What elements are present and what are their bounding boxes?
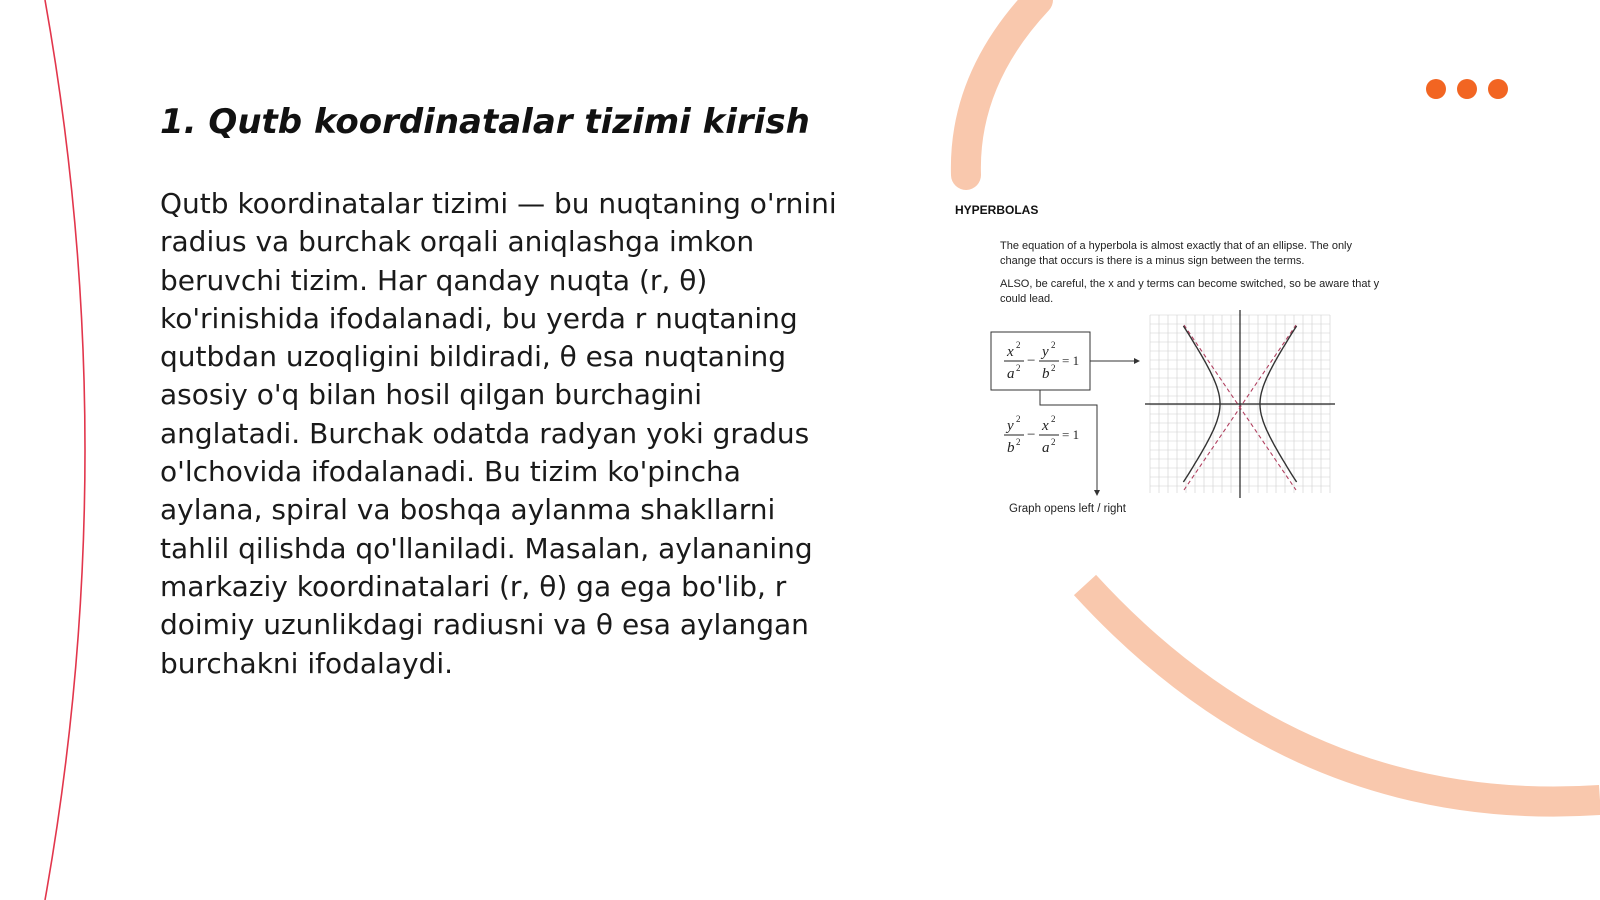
dot-3	[1488, 79, 1508, 99]
eq2-term2-numerator: x	[1042, 418, 1049, 434]
eq1-minus: −	[1027, 353, 1036, 369]
eq2-term1-num-exp: 2	[1016, 414, 1021, 424]
eq2-minus: −	[1027, 427, 1036, 443]
eq2-term1-denominator: b	[1007, 440, 1015, 456]
figure-note-1: The equation of a hyperbola is almost exactly that of an ellipse. The only change that occurs is there is a minus sign between the terms.	[1000, 240, 1353, 267]
left-red-curve	[45, 0, 85, 900]
eq2-term2-den-exp: 2	[1051, 437, 1056, 447]
eq2-term1-den-exp: 2	[1016, 437, 1021, 447]
peach-arc-bottom	[1085, 585, 1600, 802]
eq1-term1-num-exp: 2	[1016, 340, 1021, 350]
eq2-term2-num-exp: 2	[1051, 414, 1056, 424]
figure-note-2: ALSO, be careful, the x and y terms can become switched, so be aware that y could lead.	[1000, 278, 1380, 305]
hyperbola-figure	[940, 195, 1380, 525]
figure-graphic	[940, 195, 1380, 525]
eq1-term2-numerator: y	[1042, 344, 1049, 360]
eq1-term2-den-exp: 2	[1051, 363, 1056, 373]
equation-1	[1004, 340, 1079, 382]
peach-arc-top	[966, 0, 1038, 175]
eq1-term2-denominator: b	[1042, 366, 1050, 382]
dot-2	[1457, 79, 1477, 99]
hyperbola-graph	[1145, 310, 1335, 498]
eq1-term2-num-exp: 2	[1051, 340, 1056, 350]
eq2-term2-denominator: a	[1042, 440, 1050, 456]
eq1-term1-den-exp: 2	[1016, 363, 1021, 373]
decorative-dots	[1426, 79, 1508, 99]
equation-2	[1004, 414, 1079, 456]
figure-heading: HYPERBOLAS	[955, 203, 1039, 217]
eq1-term1-numerator: x	[1007, 344, 1014, 360]
figure-caption: Graph opens left / right	[1009, 503, 1126, 515]
eq1-term1-denominator: a	[1007, 366, 1015, 382]
dot-1	[1426, 79, 1446, 99]
eq1-rhs: = 1	[1062, 353, 1080, 368]
slide-body-text: Qutb koordinatalar tizimi — bu nuqtaning o'rnini radius va burchak orqali aniqlashga imkon beruvchi tizim. Har qanday nuqta (r, θ) ko'rinishida ifodalanadi, bu yerda r nuqtaning qutbdan uzoqligini bildiradi, θ esa nuqtaning asosiy o'q bilan hosil qilgan burchagini anglatadi. Burchak odatda radyan yoki gradus o'lchovida ifodalanadi. Bu tizim ko'pincha aylana, spiral va boshqa aylanma shakllarni tahlil qilishda qo'llaniladi. Masalan, aylananing markaziy koordinatalari (r, θ) ga ega bo'lib, r doimiy uzunlikdagi radiusni va θ esa aylangan burchakni ifodalaydi.	[160, 187, 837, 680]
eq2-rhs: = 1	[1062, 427, 1080, 442]
eq2-term1-numerator: y	[1007, 418, 1014, 434]
slide-title: 1. Qutb koordinatalar tizimi kirish	[160, 102, 810, 142]
